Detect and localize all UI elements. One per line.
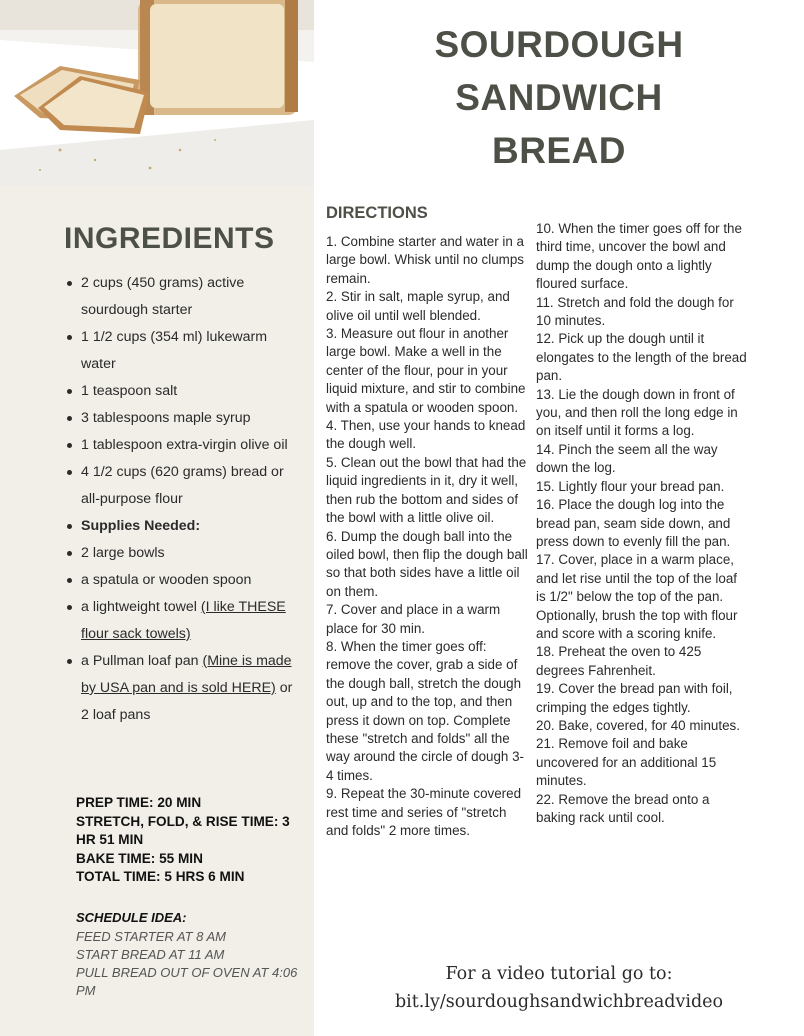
stretch-time: STRETCH, FOLD, & RISE TIME: 3 HR 51 MIN	[76, 813, 290, 847]
direction-step: 3. Measure out flour in another large bowl. Make a well in the center of the flour, pour in your liquid mixture, and stir to combine with a spatula or wooden spoon.	[326, 326, 526, 415]
direction-step: 1. Combine starter and water in a large bowl. Whisk until no clumps remain.	[326, 234, 524, 286]
direction-step: 8. When the timer goes off: remove the cover, grab a side of the dough ball, stretch the dough out, up and to the top, and then press it down on top. Complete these "stretch and folds" all the way around the circle of dough 3-4 times.	[326, 638, 525, 783]
direction-step: 13. Lie the dough down in front of you, and then roll the long edge in on itself until it forms a log.	[536, 386, 738, 439]
schedule-line: PULL BREAD OUT OF OVEN AT 4:06 PM	[76, 965, 298, 998]
direction-step: 14. Pinch the seem all the way down the log.	[536, 441, 718, 476]
title-line: SANDWICH	[455, 77, 663, 118]
bake-time: BAKE TIME: 55 MIN	[76, 850, 203, 866]
direction-step: 20. Bake, covered, for 40 minutes.	[536, 717, 740, 733]
list-item: 1 1/2 cups (354 ml) lukewarm water	[64, 324, 304, 378]
pan-text: a Pullman loaf pan	[81, 653, 203, 669]
directions-column-2	[536, 220, 748, 827]
bread-photo	[0, 0, 314, 186]
list-item: 4 1/2 cups (620 grams) bread or all-purpose flour	[64, 459, 304, 513]
time-summary	[76, 794, 306, 887]
direction-step: 4. Then, use your hands to knead the dough well.	[326, 418, 526, 452]
direction-step: 22. Remove the bread onto a baking rack until cool.	[536, 791, 710, 825]
list-item: 2 cups (450 grams) active sourdough starter	[64, 270, 304, 324]
schedule-line: FEED STARTER AT 8 AM	[76, 929, 227, 944]
direction-step: 19. Cover the bread pan with foil, crimping the edges tightly.	[536, 681, 733, 715]
pan-link[interactable]: (Mine is made by USA pan and is sold HERE)	[81, 653, 292, 696]
directions-column-1	[326, 233, 530, 840]
total-time: TOTAL TIME: 5 HRS 6 MIN	[76, 869, 245, 884]
direction-step: 5. Clean out the bowl that had the liquid ingredients in it, dry it well, then rub the bottom and sides of the bowl with a little olive oil.	[326, 454, 527, 526]
list-item: 3 tablespoons maple syrup	[64, 405, 304, 432]
direction-step: 10. When the timer goes off for the third time, uncover the bowl and dump the dough onto a lightly floured surface.	[536, 221, 742, 292]
list-item: a spatula or wooden spoon	[64, 567, 304, 594]
direction-step: 21. Remove foil and bake uncovered for an additional 15 minutes.	[536, 736, 717, 789]
ingredients-list	[64, 270, 304, 729]
direction-step: 17. Cover, place in a warm place, and let rise until the top of the loaf is 1/2" below the top of the pan. Optionally, brush the top with flour and score with a scoring knife.	[536, 552, 738, 641]
towel-text: a lightweight towel	[81, 599, 201, 615]
title-line: BREAD	[491, 130, 627, 171]
ingredients-panel	[0, 0, 314, 1036]
video-footer	[314, 960, 804, 1016]
direction-step: 11. Stretch and fold the dough for 10 minutes.	[536, 294, 734, 329]
list-item	[64, 648, 304, 729]
direction-step: 15. Lightly flour your bread pan.	[536, 478, 725, 494]
direction-step: 2. Stir in salt, maple syrup, and olive oil until well blended.	[326, 289, 510, 323]
prep-time: PREP TIME: 20 MIN	[76, 795, 202, 810]
direction-step: 16. Place the dough log into the bread pan, seam side down, and press down to evenly fill the pan.	[536, 497, 731, 549]
direction-step: 9. Repeat the 30-minute covered rest time and series of "stretch and folds" 2 more times.	[326, 786, 522, 838]
schedule-heading: SCHEDULE IDEA:	[76, 910, 187, 925]
page-title	[314, 18, 804, 177]
direction-step: 18. Preheat the oven to 425 degrees Fahrenheit.	[536, 644, 702, 678]
title-line: SOURDOUGH	[434, 24, 684, 65]
bread-loaf-image	[0, 0, 314, 186]
direction-step: 6. Dump the dough ball into the oiled bowl, then flip the dough ball so that both sides have a little oil on them.	[326, 528, 528, 599]
directions-heading: DIRECTIONS	[326, 204, 428, 222]
list-item: 1 tablespoon extra-virgin olive oil	[64, 432, 304, 459]
supplies-heading: Supplies Needed:	[64, 513, 304, 540]
direction-step: 7. Cover and place in a warm place for 30 min.	[326, 602, 501, 636]
footer-line: For a video tutorial go to:	[445, 964, 673, 984]
schedule-line: START BREAD AT 11 AM	[76, 947, 225, 962]
schedule-lines	[76, 928, 306, 1000]
towel-link[interactable]: (I like THESE flour sack towels)	[81, 599, 286, 642]
list-item: 1 teaspoon salt	[64, 378, 304, 405]
list-item	[64, 594, 304, 648]
ingredients-heading: INGREDIENTS	[64, 222, 275, 255]
direction-step: 12. Pick up the dough until it elongates to the length of the bread pan.	[536, 331, 747, 384]
pan-text-after: or 2 loaf pans	[81, 680, 293, 723]
video-link[interactable]: bit.ly/sourdoughsandwichbreadvideo	[394, 992, 724, 1012]
list-item: 2 large bowls	[64, 540, 304, 567]
